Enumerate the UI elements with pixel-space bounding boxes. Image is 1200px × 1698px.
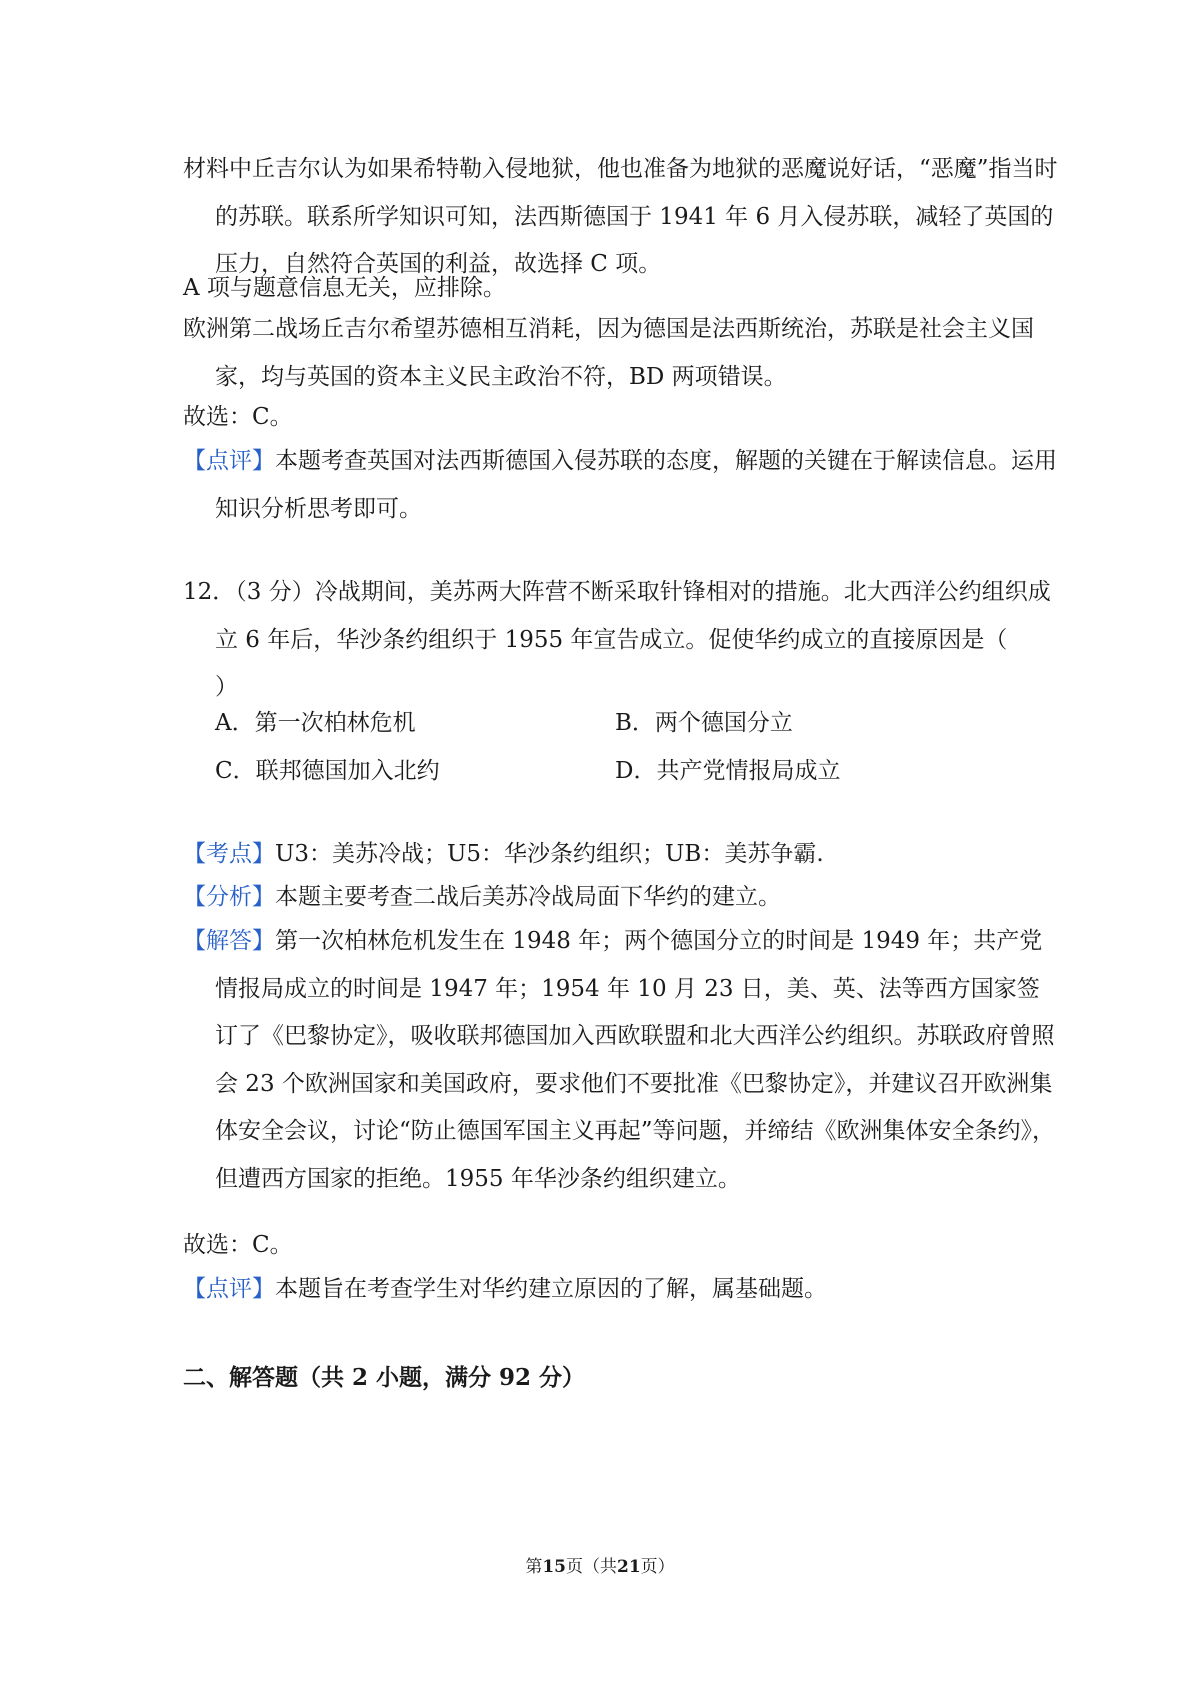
question-12-options: [215, 700, 1015, 795]
question-12-stem: 12．（3 分）冷战期间，美苏两大阵营不断采取针锋相对的措施。北大西洋公约组织成立 6 年后，华沙条约组织于 1955 年宣告成立。促使华约成立的直接原因是（ ）: [183, 579, 1054, 700]
comment-block-2: [183, 1266, 1060, 1314]
fenxi-text: 本题主要考查二战后美苏冷战局面下华约的建立。: [275, 884, 781, 910]
jieda-text: 第一次柏林危机发生在 1948 年；两个德国分立的时间是 1949 年；共产党情报局成立的时间是 1947 年；1954 年 10 月 23 日，美、英、法等西方国家签订了《巴黎协定》，吸收联邦德国加入西欧联盟和北大西洋公约组织。苏联政府曾照会 23 个欧洲国家和美国政府，要求他们不要批准《巴黎协定》，并建议召开欧洲集体安全会议，讨论“防止德国军国主义再起”等问题，并缔结《欧洲集体安全条约》，但遭西方国家的拒绝。1955 年华沙条约组织建立。: [215, 928, 1056, 1192]
answer-paragraph-3: 欧洲第二战场丘吉尔希望苏德相互消耗，因为德国是法西斯统治，苏联是社会主义国家，均与英国的资本主义民主政治不符，BD 两项错误。: [183, 316, 1034, 390]
kaodian-block: [183, 831, 1060, 879]
option-a: A．第一次柏林危机: [215, 710, 416, 736]
fenxi-block: [183, 874, 1060, 922]
kaodian-text: U3：美苏冷战；U5：华沙条约组织；UB：美苏争霸.: [275, 841, 824, 867]
jieda-tag: 【解答】: [183, 928, 275, 954]
page-total: 21: [617, 1557, 641, 1577]
option-b: B．两个德国分立: [615, 710, 793, 736]
comment-text: 本题考查英国对法西斯德国入侵苏联的态度，解题的关键在于解读信息。运用知识分析思考即可。: [215, 448, 1057, 522]
answer-choice-1: 故选：C。: [183, 404, 293, 430]
page-footer: 第15页（共21页）: [525, 1557, 675, 1577]
section-heading: 二、解答题（共 2 小题，满分 92 分）: [183, 1364, 586, 1391]
comment-text-2: 本题旨在考查学生对华约建立原因的了解，属基础题。: [275, 1276, 827, 1302]
page-number: 15: [542, 1557, 566, 1577]
fenxi-tag: 【分析】: [183, 884, 275, 910]
answer-paragraph-2: A 项与题意信息无关，应排除。: [183, 275, 506, 301]
option-c: C．联邦德国加入北约: [215, 757, 440, 784]
option-d: D．共产党情报局成立: [615, 757, 841, 784]
comment-tag: 【点评】: [183, 448, 275, 474]
answer-choice-2: 故选：C。: [183, 1232, 293, 1258]
comment-block-1: [183, 438, 1060, 533]
kaodian-tag: 【考点】: [183, 841, 275, 867]
answer-paragraph-1: 材料中丘吉尔认为如果希特勒入侵地狱，他也准备为地狱的恶魔说好话，“恶魔”指当时的苏联。联系所学知识可知，法西斯德国于 1941 年 6 月入侵苏联，减轻了英国的压力，自然符合英国的利益，故选择 C 项。: [183, 156, 1058, 277]
jieda-block: [183, 918, 1060, 1203]
comment-tag-2: 【点评】: [183, 1276, 275, 1302]
